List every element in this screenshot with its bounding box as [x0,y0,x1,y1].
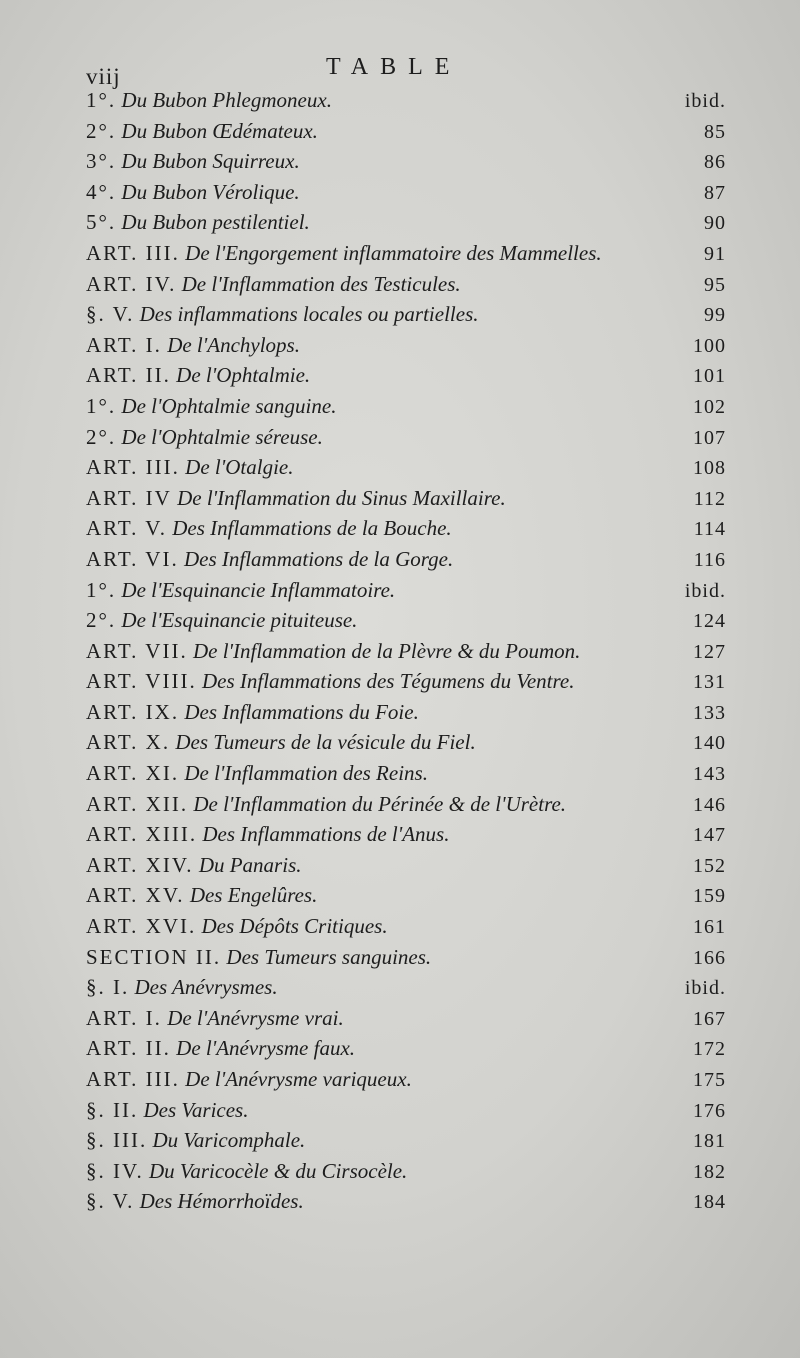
toc-entry-label [86,1006,683,1031]
toc-entry-number: ART. I. [86,1005,162,1030]
toc-entry-page: 143 [693,763,726,786]
toc-entry-number: §. II. [86,1097,139,1122]
toc-entry-page: 182 [693,1160,726,1183]
toc-entry-label [86,516,684,541]
toc-entry-number: 2°. [86,424,117,449]
toc-entry-label [86,333,683,358]
toc-entry [86,241,726,272]
toc-entry-title: Des inflammations locales ou partielles. [139,302,479,327]
toc-entry [86,210,726,241]
toc-entry-page: 131 [693,671,726,694]
toc-entry-label [86,822,683,847]
toc-entry [86,761,726,792]
toc-entry-title: De l'Ophtalmie séreuse. [121,424,323,449]
toc-entry-label [86,761,683,786]
toc-entry-label [86,394,683,419]
toc-entry-number: §. I. [86,975,130,1000]
toc-entry-label [86,363,683,388]
toc-entry-label [86,180,694,205]
toc-entry-number: §. IV. [86,1158,144,1183]
toc-entry [86,119,726,150]
toc-entry-number: §. III. [86,1128,148,1153]
toc-entry-page: 114 [693,518,726,541]
toc-entry-label [86,669,683,694]
toc-entry [86,1067,726,1098]
toc-entry [86,302,726,333]
toc-entry-number: ART. VI. [86,546,179,571]
toc-entry-title: De l'Inflammation du Sinus Maxillaire. [177,485,506,510]
toc-entry-page: 133 [693,701,726,724]
toc-entry-title: Des Anévrysmes. [134,975,278,1000]
toc-entry [86,425,726,456]
toc-entry-title: Des Engelûres. [189,883,318,908]
toc-entry-label [86,578,675,603]
toc-entry-number: ART. II. [86,1036,171,1061]
toc-entry-page: 167 [693,1007,726,1030]
toc-entry-page: 91 [704,242,726,265]
toc-entry-number: 3°. [86,149,117,174]
toc-entry-title: Du Varicocèle & du Cirsocèle. [148,1158,408,1183]
toc-entry-page: 184 [693,1191,726,1214]
toc-entry [86,730,726,761]
toc-entry [86,1128,726,1159]
toc-entry-page: 175 [693,1069,726,1091]
toc-entry [86,149,726,180]
toc-entry-number: ART. V. [86,516,168,541]
toc-entry-label [86,455,683,480]
toc-entry-title: Du Bubon Squirreux. [121,149,300,174]
toc-entry [86,945,726,976]
toc-entry-number: ART. II. [86,363,171,388]
toc-entry-label [86,547,684,572]
toc-entry-number: ART. IV. [86,271,177,296]
toc-entry-number: 1°. [86,577,117,602]
toc-entry-page: 100 [693,334,726,357]
toc-entry-title: Des Tumeurs sanguines. [226,944,432,969]
toc-entry [86,639,726,670]
toc-entry-title: De l'Ophtalmie. [176,363,311,388]
toc-entry-label [86,1189,683,1214]
toc-entry [86,914,726,945]
toc-entry-title: De l'Anévrysme faux. [176,1036,356,1061]
toc-entry-number: 5°. [86,210,117,235]
toc-entry-label [86,1128,683,1153]
toc-entry [86,669,726,700]
toc-entry-label [86,1159,683,1184]
toc-entry [86,180,726,211]
toc-entry-title: De l'Anchylops. [167,332,300,357]
toc-entry-title: Du Bubon Phlegmoneux. [121,88,332,112]
toc-entry-label [86,425,683,450]
toc-entry-number: ART. X. [86,730,171,755]
toc-entry-label [86,700,683,725]
toc-entry-number: ART. XIV. [86,852,194,877]
toc-entry-label [86,1036,683,1061]
toc-entry-number: ART. III. [86,455,180,480]
toc-entry-title: De l'Inflammation du Périnée & de l'Urètre. [193,791,567,816]
page-header [0,50,800,90]
toc-entry-number: ART. I. [86,332,162,357]
toc-entry [86,363,726,394]
toc-entry-title: Du Varicomphale. [152,1128,306,1153]
toc-entry [86,333,726,364]
toc-entry [86,547,726,578]
toc-entry [86,516,726,547]
toc-entry-title: De l'Inflammation des Testicules. [181,271,461,296]
toc-entry-label [86,639,683,664]
toc-entry-label [86,608,683,633]
toc-entry-label [86,1098,683,1123]
toc-entry [86,455,726,486]
toc-entry-title: Des Inflammations de la Gorge. [183,546,454,571]
toc-entry-label [86,883,683,908]
toc-entry-number: SECTION II. [86,944,222,969]
toc-entry-title: Des Inflammations de la Bouche. [172,516,452,541]
toc-entry-page: 85 [704,120,726,143]
toc-entry-page: 152 [693,854,726,877]
toc-entry-page: 127 [693,640,726,663]
toc-entry [86,975,726,1006]
toc-entry-title: Du Bubon Vérolique. [121,179,300,204]
toc-entry-title: De l'Esquinancie Inflammatoire. [121,577,396,602]
toc-entry-page: 95 [704,273,726,296]
toc-entry-number: ART. VIII. [86,669,197,694]
toc-entry-number: 2°. [86,608,117,633]
toc-entry-number: ART. III. [86,1067,180,1091]
toc-entry-number: 2°. [86,118,117,143]
toc-entry-page: 176 [693,1099,726,1122]
toc-entry [86,88,726,119]
toc-entry [86,394,726,425]
toc-entry-page: 102 [693,395,726,418]
toc-entry-title: De l'Esquinancie pituiteuse. [121,608,358,633]
toc-entry-label [86,149,694,174]
toc-entry-label [86,792,683,817]
toc-entry-title: Des Dépôts Critiques. [201,914,388,939]
toc-entry-page: 86 [704,151,726,174]
toc-entry [86,883,726,914]
toc-entry-page: 166 [693,946,726,969]
toc-entry-page: 161 [693,916,726,939]
toc-entry-page: ibid. [684,579,726,602]
toc-entry-title: De l'Inflammation des Reins. [184,761,428,786]
toc-entry-number: ART. IV [86,485,172,510]
toc-entry-label [86,853,683,878]
toc-entry-page: 159 [693,885,726,908]
toc-entry-number: ART. IX. [86,699,180,724]
page-title: TABLE [326,54,462,80]
toc-entry-title: Des Inflammations des Tégumens du Ventre. [201,669,575,694]
toc-entry [86,578,726,609]
page-folio: viij [86,64,121,89]
toc-entry-page: 172 [693,1038,726,1061]
toc-entry-number: ART. XVI. [86,914,197,939]
toc-entry [86,853,726,884]
toc-entry-number: ART. XII. [86,791,189,816]
toc-entry-page: 108 [693,457,726,480]
toc-entry-label [86,945,683,970]
toc-entry [86,1189,726,1220]
toc-entry-label [86,272,694,297]
toc-entry-number: ART. XI. [86,761,180,786]
toc-entry-page: 116 [693,548,726,571]
toc-entry-number: 1°. [86,393,117,418]
toc-entry-label [86,730,683,755]
toc-entry [86,822,726,853]
toc-entry-number: ART. XV. [86,883,185,908]
toc-entry-page: 112 [693,487,726,510]
toc-entry-label [86,486,684,511]
toc-entry-number: 4°. [86,179,117,204]
toc-entry-number: §. V. [86,1189,135,1214]
toc-entry-label [86,88,675,113]
toc-entry-page: 147 [693,824,726,847]
toc-entry-title: De l'Anévrysme vrai. [167,1005,344,1030]
toc-entry-label [86,210,694,235]
toc-entry-label [86,1067,683,1092]
toc-entry-title: De l'Engorgement inflammatoire des Mammelles. [185,240,602,265]
toc-entry-title: De l'Inflammation de la Plèvre & du Poumon. [192,638,581,663]
toc-entry-title: Du Bubon pestilentiel. [121,210,310,235]
toc-entry [86,1006,726,1037]
toc-entry-number: ART. VII. [86,638,188,663]
toc-entry-page: 101 [693,365,726,388]
toc-entry-page: 124 [693,610,726,633]
toc-entry-label [86,914,683,939]
toc-entry-page: 181 [693,1130,726,1153]
toc-entry-title: Des Inflammations de l'Anus. [202,822,450,847]
toc-entry [86,608,726,639]
toc-entry [86,486,726,517]
toc-entry-label [86,975,675,1000]
toc-entry-title: Du Panaris. [198,852,302,877]
toc-entry-title: Des Tumeurs de la vésicule du Fiel. [175,730,476,755]
toc-entry-title: Des Inflammations du Foie. [184,699,419,724]
toc-entry-page: 107 [693,426,726,449]
toc-entry-page: ibid. [684,90,726,112]
toc-entry-page: 87 [704,181,726,204]
toc-entry-number: §. V. [86,302,135,327]
toc-entry-title: Des Varices. [143,1097,249,1122]
toc-entry-page: 90 [704,212,726,235]
toc-entry-page: 140 [693,732,726,755]
toc-entry [86,1036,726,1067]
toc-entry [86,700,726,731]
toc-entry [86,272,726,303]
toc-entry-title: Des Hémorrhoïdes. [139,1189,304,1214]
toc-entry-page: 99 [704,304,726,327]
toc-entry-label [86,119,694,144]
toc-entry-number: 1°. [86,88,117,112]
toc-entry [86,1098,726,1129]
toc-entry-number: ART. XIII. [86,822,198,847]
toc-entry [86,792,726,823]
table-of-contents [86,88,726,1220]
toc-entry [86,1159,726,1190]
toc-entry-title: De l'Otalgie. [185,455,294,480]
toc-entry-title: De l'Ophtalmie sanguine. [121,393,337,418]
toc-entry-label [86,241,694,266]
toc-entry-page: ibid. [684,977,726,1000]
toc-entry-label [86,302,694,327]
toc-entry-number: ART. III. [86,240,180,265]
toc-entry-title: Du Bubon Œdémateux. [121,118,318,143]
toc-entry-page: 146 [693,793,726,816]
toc-entry-title: De l'Anévrysme variqueux. [185,1067,412,1091]
